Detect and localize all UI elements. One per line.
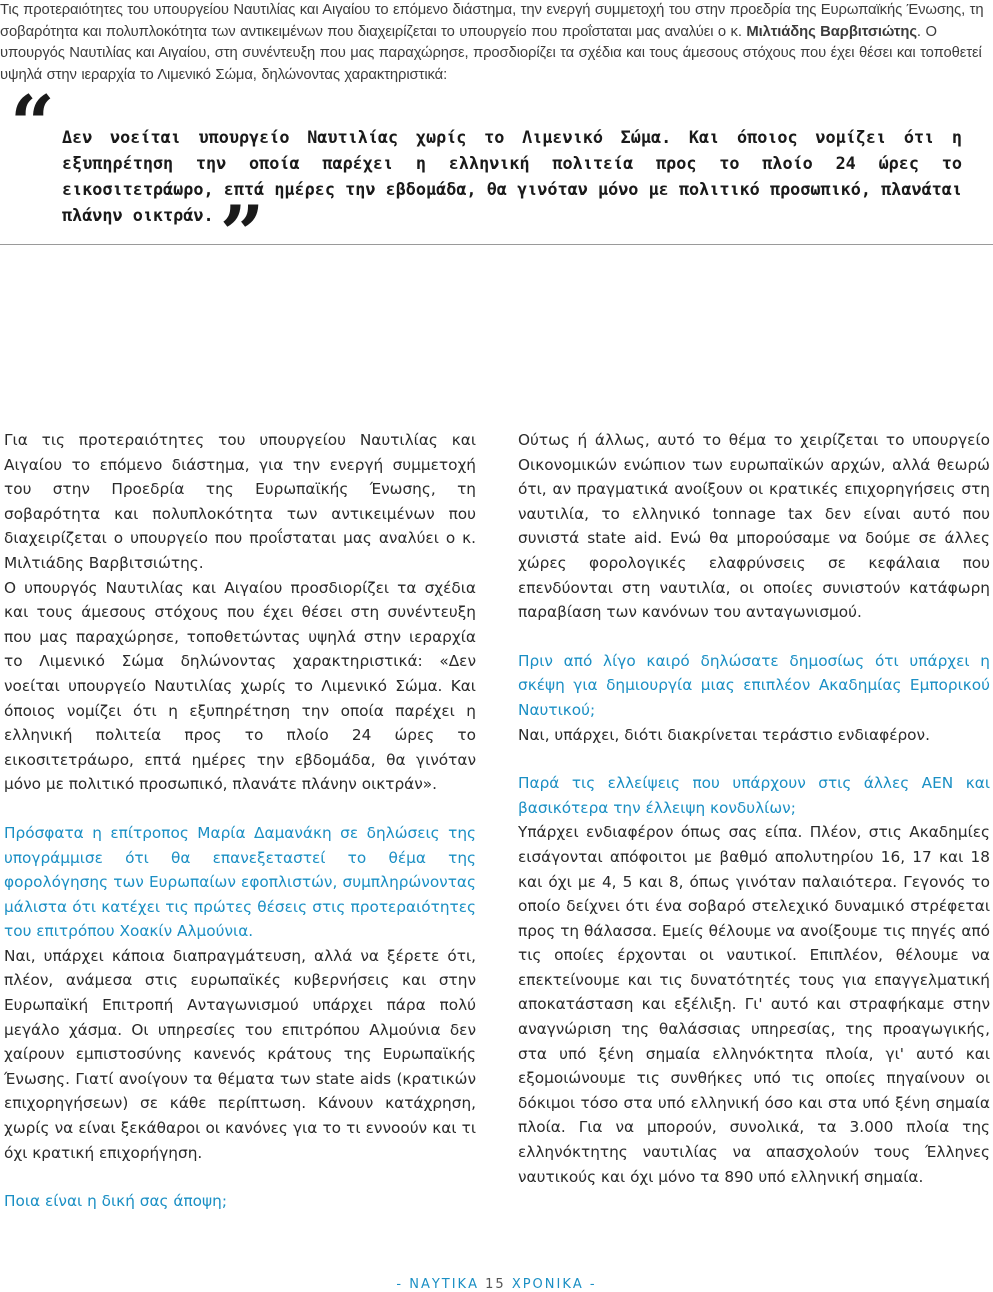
page-number: 15 xyxy=(485,1277,506,1292)
interview-answer: Ναι, υπάρχει, διότι διακρίνεται τεράστιο ενδιαφέρον. xyxy=(518,725,930,744)
publication-word-2: ΧΡΟΝΙΚΑ xyxy=(511,1277,584,1292)
page-footer xyxy=(0,1277,993,1292)
close-quote-icon: ” xyxy=(219,189,265,280)
intro-text-after: . Ο υπουργός Ναυτιλίας και Αιγαίου, στη συνέντευξη που μας παραχώρησε, προσδιορίζει τα σχέδια και τους άμεσους στόχους που έχει θέσει και τοποθετεί υψηλά στην ιεραρχία το Λιμενικό Σώμα, δηλώνοντας χαρακτηριστικά: xyxy=(0,23,982,83)
interview-question: Πριν από λίγο καιρό δηλώσατε δημοσίως ότι υπάρχει η σκέψη για δημιουργία μιας επιπλέον Ακαδημίας Εμπορικού Ναυτικού; xyxy=(518,651,990,719)
minister-name: Μιλτιάδης Βαρβιτσιώτης xyxy=(746,23,917,40)
footer-dash-left: - xyxy=(396,1277,404,1292)
intro-paragraph xyxy=(0,0,993,86)
interview-answer: Υπάρχει ενδιαφέρον όπως σας είπα. Πλέον, στις Ακαδημίες εισάγονται απόφοιτοι με βαθμό απολυτηρίου 16, 17 και 18 και όχι με 4, 5 και 8, όπως γινόταν παλαιότερα. Γεγονός το οποίο δείχνει ότι ένα σοβαρό στελεχικό δυναμικό στρέφεται προς τη θάλασσα. Εμείς θέλουμε να ανοίξουμε τις πηγές από τις οποίες έρχονται οι ναυτικοί. Επιπλέον, θέλουμε να επεκτείνουμε και τις δυνατότητές τους για επαγγελματική αποκατάσταση και εξέλιξη. Γι' αυτό και στραφήκαμε στην αναγνώριση της θαλάσσιας υπηρεσίας, της προαγωγικής, στα υπό ξένη σημαία ελληνόκτητα πλοία, γι' αυτό και εξομοιώνουμε τις συνθήκες υπό τις οποίες πηγαίνουν οι δόκιμοι τόσο στα υπό ελληνική όσο και στα υπό ξένη σημαία πλοία. Για να μπορούν, συνολικά, τα 3.000 πλοία της ελληνόκτητης ναυτιλίας να απασχολούν τους Έλληνες ναυτικούς και όχι μόνο τα 890 υπό ελληνική σημαία. xyxy=(518,823,990,1186)
interview-question: Ποια είναι η δική σας άποψη; xyxy=(4,1192,227,1211)
interview-question: Πρόσφατα η επίτροπος Μαρία Δαμανάκη σε δηλώσεις της υπογράμμισε ότι θα επανεξεταστεί το θέμα της φορολόγησης των Ευρωπαίων εφοπλιστών, συμπληρώνοντας μάλιστα ότι κατέχει τις πρώτες θέσεις στις προτεραιότητες του επιτρόπου Χοακίν Αλμούνια. xyxy=(4,823,476,941)
interview-answer: Ναι, υπάρχει κάποια διαπραγμάτευση, αλλά να ξέρετε ότι, πλέον, ανάμεσα στις ευρωπαϊκές κυβερνήσεις και στην Ευρωπαϊκή Επιτροπή Ανταγωνισμού υπάρχει πάρα πολύ μεγάλο χάσμα. Οι υπηρεσίες του επιτρόπου Αλμούνια δεν χαίρουν εμπιστοσύνης κανενός κράτους της Ευρωπαϊκής Ένωσης. Γιατί ανοίγουν τα θέματα των state aids (κρατικών επιχορηγήσεων) σε κάθε περίπτωση. Κάνουν κατάχρηση, χωρίς να είναι ξεκάθαροι οι κανόνες για το τι εννοούν και τι όχι κρατική επιχορήγηση. xyxy=(4,946,476,1162)
interview-question: Παρά τις ελλείψεις που υπάρχουν στις άλλες ΑΕΝ και βασικότερα την έλλειψη κονδυλίων; xyxy=(518,774,990,817)
pull-quote xyxy=(0,79,993,280)
article-paragraph: Ο υπουργός Ναυτιλίας και Αιγαίου προσδιορίζει τα σχέδια και τους άμεσους στόχους που έχει θέσει στη συνέντευξη που μας παραχώρησε, τοποθετώντας υψηλά στην ιεραρχία το Λιμενικό Σώμα δηλώνοντας χαρακτηριστικά: «Δεν νοείται υπουργείο Ναυτιλίας χωρίς το Λιμενικό Σώμα. Και όποιος νομίζει ότι η εξυπηρέτηση την οποία παρέχει η ελληνική πολιτεία προς το πλοίο 24 ώρες το εικοσιτετράωρο, επτά ημέρες την εβδομάδα, θα γινόταν μόνο με πολιτικό προσωπικό, πλανάτε πλάνην οικτράν». xyxy=(4,578,476,794)
pull-quote-text xyxy=(62,124,962,280)
publication-word-1: ΝΑΥΤΙΚΑ xyxy=(409,1277,479,1292)
article-paragraph: Για τις προτεραιότητες του υπουργείου Ναυτιλίας και Αιγαίου το επόμενο διάστημα, για την ενεργή συμμετοχή του στην Προεδρία της Ευρωπαϊκής Ένωσης, τη σοβαρότητα και πολυπλοκότητα των αντικειμένων που διαχειρίζεται ο υπουργείο που προΐσταται μας αναλύει ο κ. Μιλτιάδης Βαρβιτσιώτης. xyxy=(4,431,476,572)
pull-quote-body: Δεν νοείται υπουργείο Ναυτιλίας χωρίς το Λιμενικό Σώμα. Και όποιος νομίζει ότι η εξυπηρέτηση την οποία παρέχει η ελληνική πολιτεία προς το πλοίο 24 ώρες το εικοσιτετράωρο, επτά ημέρες την εβδομάδα, θα γινόταν μόνο με πολιτικό προσωπικό, πλανάται πλάνην οικτράν. xyxy=(62,127,962,225)
footer-dash-right: - xyxy=(589,1277,597,1292)
interview-answer: Ούτως ή άλλως, αυτό το θέμα το χειρίζεται το υπουργείο Οικονομικών ενώπιον των ευρωπαϊκών αρχών, αλλά θεωρώ ότι, αν πραγματικά ανοίξουν οι κρατικές επιχορηγήσεις στη ναυτιλία, το ελληνικό tonnage tax δεν είναι αυτό που συνιστά state aid. Ενώ θα μπορούσαμε να δούμε σε άλλες χώρες φορολογικές ελαφρύνσεις σε κεφάλαια που επενδύονται στη ναυτιλία, οι οποίες συνιστούν κατάφωρη παραβίαση των κανόνων του ανταγωνισμού. xyxy=(518,431,990,622)
left-column xyxy=(4,428,476,1214)
right-column xyxy=(518,428,990,1189)
intro-text-before: Τις προτεραιότητες του υπουργείου Ναυτιλίας και Αιγαίου το επόμενο διάστημα, την ενεργή συμμετοχή του στην προεδρία της Ευρωπαϊκής Ένωσης, τη σοβαρότητα και πολυπλοκότητα των αντικειμένων που διαχειρίζεται το υπουργείο που προΐσταται μας αναλύει ο κ. xyxy=(0,2,984,40)
open-quote-icon: “ xyxy=(10,79,55,170)
